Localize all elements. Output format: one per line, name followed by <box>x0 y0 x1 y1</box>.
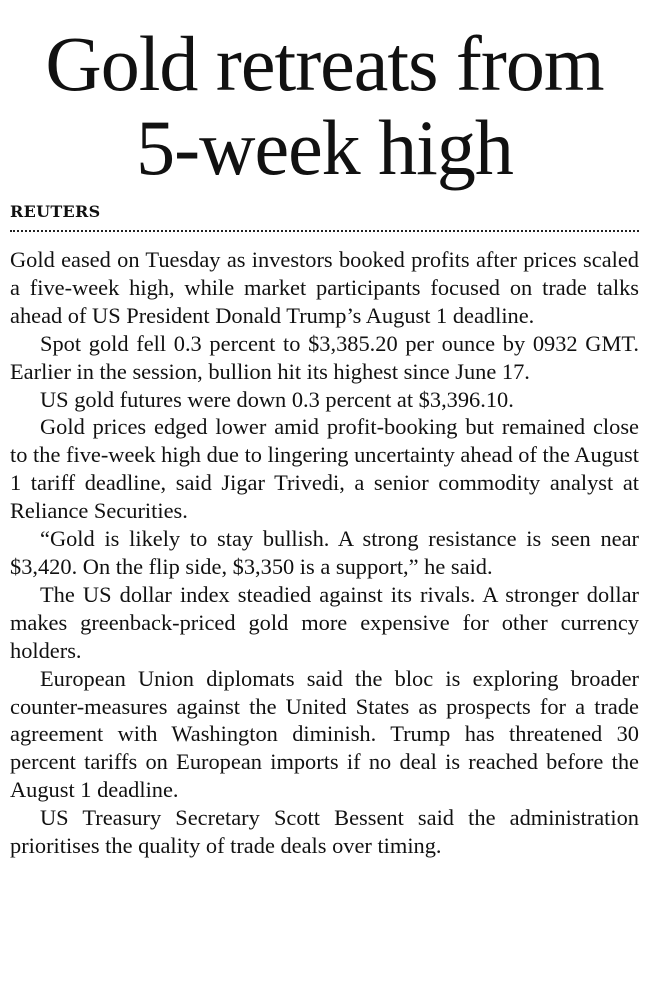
paragraph-3: US gold futures were down 0.3 percent at $3,396.10. <box>40 386 514 412</box>
dotted-divider <box>10 230 639 232</box>
paragraph-4: Gold prices edged lower amid profit-booking but remained close to the five-week high due to lingering uncertainty ahead of the August 1 tariff deadline, said Jigar Trivedi, a senior commodity analyst at Reliance Securities. <box>10 414 639 524</box>
paragraph-5: “Gold is likely to stay bullish. A strong resistance is seen near $3,420. On the flip side, $3,350 is a support,” he said. <box>10 526 639 579</box>
byline: REUTERS <box>10 202 101 221</box>
article-body <box>10 246 639 860</box>
paragraph-6: The US dollar index steadied against its rivals. A stronger dollar makes greenback-priced gold more expensive for other currency holders. <box>10 581 639 663</box>
paragraph-2: Spot gold fell 0.3 percent to $3,385.20 per ounce by 0932 GMT. Earlier in the session, bullion hit its highest since June 17. <box>10 330 639 384</box>
headline <box>10 0 639 190</box>
paragraph-1: Gold eased on Tuesday as investors booked profits after prices scaled a five-week high, while market participants focused on trade talks ahead of US President Donald Trump’s August 1 deadline. <box>10 247 639 328</box>
headline-line-2: 5-week high <box>136 104 513 191</box>
headline-line-1: Gold retreats from <box>45 20 604 107</box>
news-article <box>10 0 639 860</box>
paragraph-8: US Treasury Secretary Scott Bessent said the administration prioritises the quality of trade deals over timing. <box>10 805 639 859</box>
paragraph-7: European Union diplomats said the bloc is exploring broader counter-measures against the United States as prospects for a trade agreement with Washington diminish. Trump has threatened 30 percent tariffs on European imports if no deal is reached before the August 1 deadline. <box>10 665 639 803</box>
